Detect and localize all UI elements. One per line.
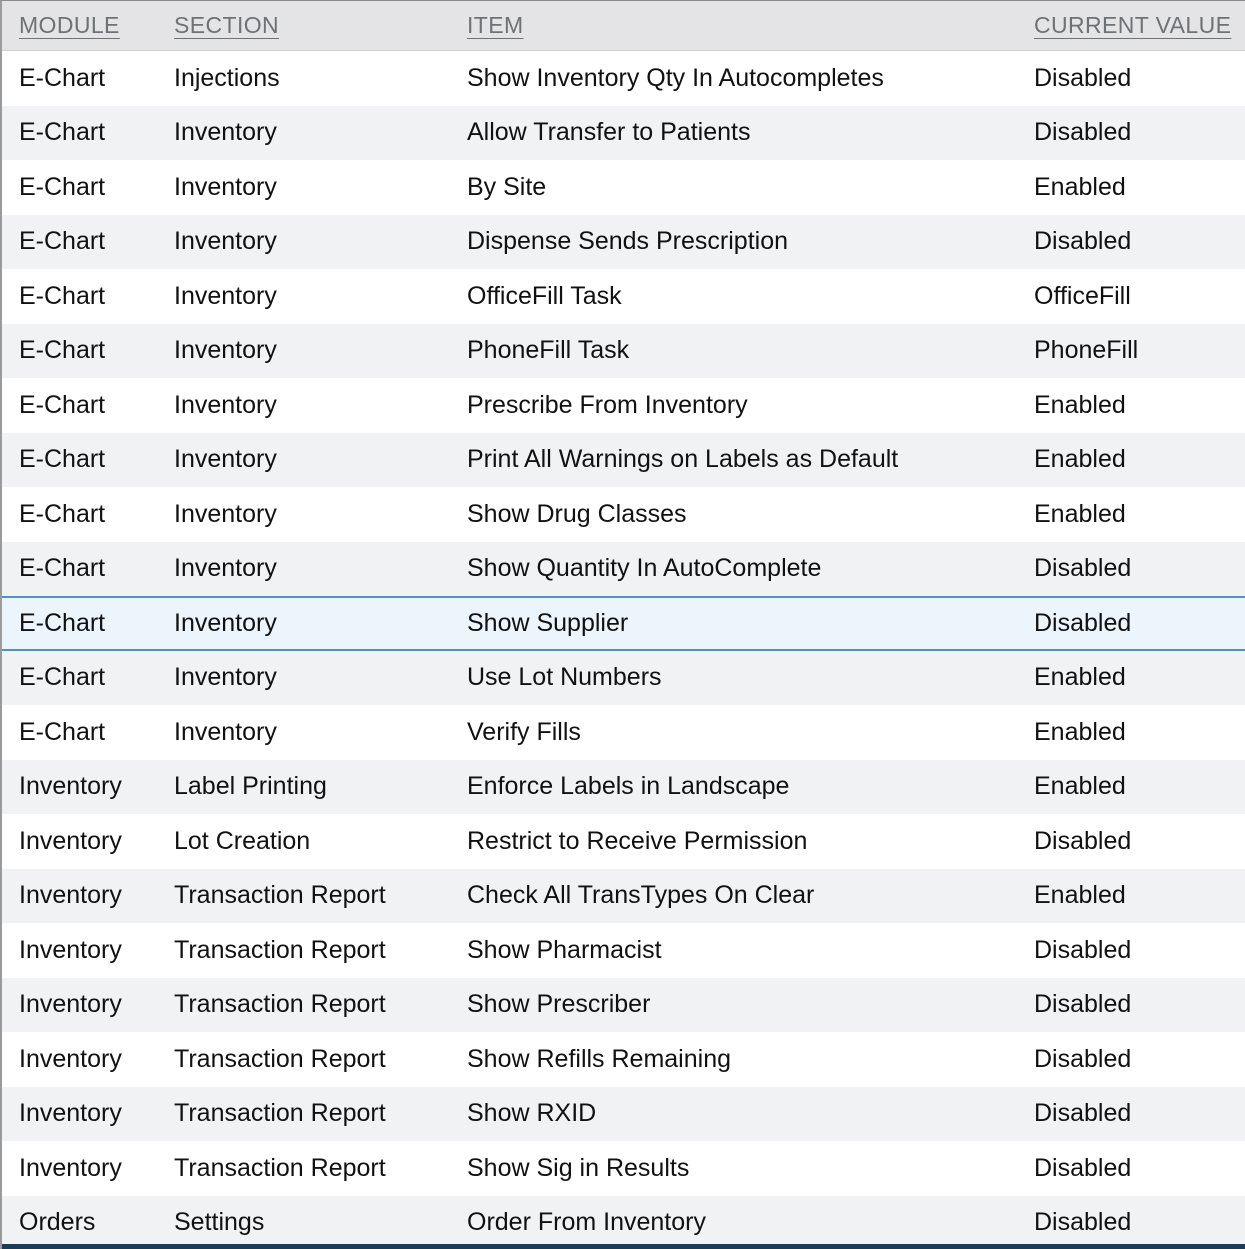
table-row[interactable]: [2, 923, 1245, 978]
cell-section: Inventory: [174, 118, 277, 147]
cell-module: E-Chart: [19, 281, 106, 310]
cell-current-value: Disabled: [1034, 227, 1132, 256]
cell-item: Show Drug Classes: [467, 499, 687, 528]
cell-current-value: Enabled: [1034, 717, 1126, 746]
cell-item: Show Inventory Qty In Autocompletes: [467, 63, 884, 92]
cell-section: Inventory: [174, 390, 277, 419]
cell-module: Inventory: [19, 990, 122, 1019]
cell-item: Show RXID: [467, 1099, 597, 1128]
cell-module: E-Chart: [19, 608, 106, 637]
table-row[interactable]: [2, 705, 1245, 760]
cell-item: By Site: [467, 172, 547, 201]
cell-section: Inventory: [174, 499, 277, 528]
cell-section: Lot Creation: [174, 826, 311, 855]
table-row[interactable]: [2, 978, 1245, 1033]
cell-module: Inventory: [19, 881, 122, 910]
cell-module: E-Chart: [19, 390, 106, 419]
cell-module: E-Chart: [19, 663, 106, 692]
table-row[interactable]: [2, 51, 1245, 106]
cell-section: Inventory: [174, 227, 277, 256]
cell-item: Restrict to Receive Permission: [467, 826, 808, 855]
cell-current-value: Disabled: [1034, 1208, 1132, 1237]
cell-current-value: Enabled: [1034, 499, 1126, 528]
cell-item: PhoneFill Task: [467, 336, 630, 365]
table-row[interactable]: [2, 542, 1245, 597]
table-row[interactable]: [2, 1141, 1245, 1196]
table-row[interactable]: [2, 651, 1245, 706]
cell-current-value: Disabled: [1034, 935, 1132, 964]
table-row[interactable]: [2, 869, 1245, 924]
column-header-item[interactable]: ITEM: [467, 12, 524, 38]
cell-module: Inventory: [19, 1099, 122, 1128]
cell-item: Allow Transfer to Patients: [467, 118, 751, 147]
cell-current-value: Enabled: [1034, 881, 1126, 910]
cell-section: Transaction Report: [174, 990, 386, 1019]
cell-section: Inventory: [174, 281, 277, 310]
cell-item: Show Quantity In AutoComplete: [467, 554, 822, 583]
cell-section: Inventory: [174, 445, 277, 474]
table-row[interactable]: [2, 814, 1245, 869]
cell-item: Verify Fills: [467, 717, 581, 746]
table-row[interactable]: [2, 215, 1245, 270]
cell-module: E-Chart: [19, 63, 106, 92]
table-row[interactable]: [2, 487, 1245, 542]
cell-module: Inventory: [19, 826, 122, 855]
cell-item: Show Refills Remaining: [467, 1044, 732, 1073]
cell-section: Inventory: [174, 608, 277, 637]
cell-current-value: Enabled: [1034, 772, 1126, 801]
cell-current-value: Enabled: [1034, 390, 1126, 419]
column-header-current-value[interactable]: CURRENT VALUE: [1034, 12, 1232, 38]
cell-current-value: Disabled: [1034, 1044, 1132, 1073]
bottom-panel-edge: [2, 1244, 1245, 1249]
cell-module: Inventory: [19, 935, 122, 964]
table-row[interactable]: [2, 1196, 1245, 1249]
cell-section: Inventory: [174, 663, 277, 692]
cell-module: E-Chart: [19, 118, 106, 147]
cell-module: E-Chart: [19, 336, 106, 365]
cell-current-value: Disabled: [1034, 118, 1132, 147]
table-row[interactable]: [2, 160, 1245, 215]
cell-item: Prescribe From Inventory: [467, 390, 748, 419]
cell-module: E-Chart: [19, 227, 106, 256]
cell-module: E-Chart: [19, 172, 106, 201]
cell-current-value: Enabled: [1034, 172, 1126, 201]
cell-section: Inventory: [174, 172, 277, 201]
cell-current-value: Disabled: [1034, 608, 1132, 637]
cell-section: Transaction Report: [174, 1099, 386, 1128]
table-row[interactable]: [2, 269, 1245, 324]
cell-module: E-Chart: [19, 717, 106, 746]
cell-current-value: Enabled: [1034, 663, 1126, 692]
cell-item: Enforce Labels in Landscape: [467, 772, 790, 801]
cell-current-value: Disabled: [1034, 63, 1132, 92]
cell-item: Show Pharmacist: [467, 935, 662, 964]
table-row[interactable]: [2, 106, 1245, 161]
settings-table-body: [2, 51, 1245, 1249]
cell-current-value: Enabled: [1034, 445, 1126, 474]
cell-module: Inventory: [19, 1153, 122, 1182]
cell-section: Transaction Report: [174, 935, 386, 964]
cell-section: Transaction Report: [174, 1153, 386, 1182]
cell-module: Inventory: [19, 1044, 122, 1073]
cell-current-value: OfficeFill: [1034, 281, 1131, 310]
cell-item: Use Lot Numbers: [467, 663, 662, 692]
cell-section: Settings: [174, 1208, 265, 1237]
cell-section: Inventory: [174, 336, 277, 365]
cell-module: Orders: [19, 1208, 96, 1237]
column-header-module[interactable]: MODULE: [19, 12, 120, 38]
cell-item: OfficeFill Task: [467, 281, 622, 310]
cell-module: E-Chart: [19, 445, 106, 474]
cell-item: Show Prescriber: [467, 990, 651, 1019]
cell-current-value: Disabled: [1034, 1099, 1132, 1128]
cell-module: E-Chart: [19, 554, 106, 583]
cell-current-value: Disabled: [1034, 554, 1132, 583]
table-row[interactable]: [2, 596, 1245, 651]
cell-module: E-Chart: [19, 499, 106, 528]
cell-current-value: Disabled: [1034, 826, 1132, 855]
table-row[interactable]: [2, 760, 1245, 815]
cell-current-value: PhoneFill: [1034, 336, 1139, 365]
cell-section: Label Printing: [174, 772, 327, 801]
cell-item: Check All TransTypes On Clear: [467, 881, 815, 910]
table-row[interactable]: [2, 324, 1245, 379]
cell-section: Inventory: [174, 554, 277, 583]
cell-item: Dispense Sends Prescription: [467, 227, 788, 256]
table-header-row: [2, 1, 1245, 51]
cell-section: Transaction Report: [174, 1044, 386, 1073]
cell-item: Print All Warnings on Labels as Default: [467, 445, 899, 474]
table-row[interactable]: [2, 1032, 1245, 1087]
cell-section: Injections: [174, 63, 280, 92]
cell-item: Show Sig in Results: [467, 1153, 690, 1182]
column-header-section[interactable]: SECTION: [174, 12, 280, 38]
table-row[interactable]: [2, 1087, 1245, 1142]
cell-current-value: Disabled: [1034, 1153, 1132, 1182]
cell-item: Order From Inventory: [467, 1208, 706, 1237]
table-row[interactable]: [2, 433, 1245, 488]
cell-item: Show Supplier: [467, 608, 629, 637]
table-row[interactable]: [2, 378, 1245, 433]
cell-section: Transaction Report: [174, 881, 386, 910]
cell-current-value: Disabled: [1034, 990, 1132, 1019]
cell-module: Inventory: [19, 772, 122, 801]
cell-section: Inventory: [174, 717, 277, 746]
